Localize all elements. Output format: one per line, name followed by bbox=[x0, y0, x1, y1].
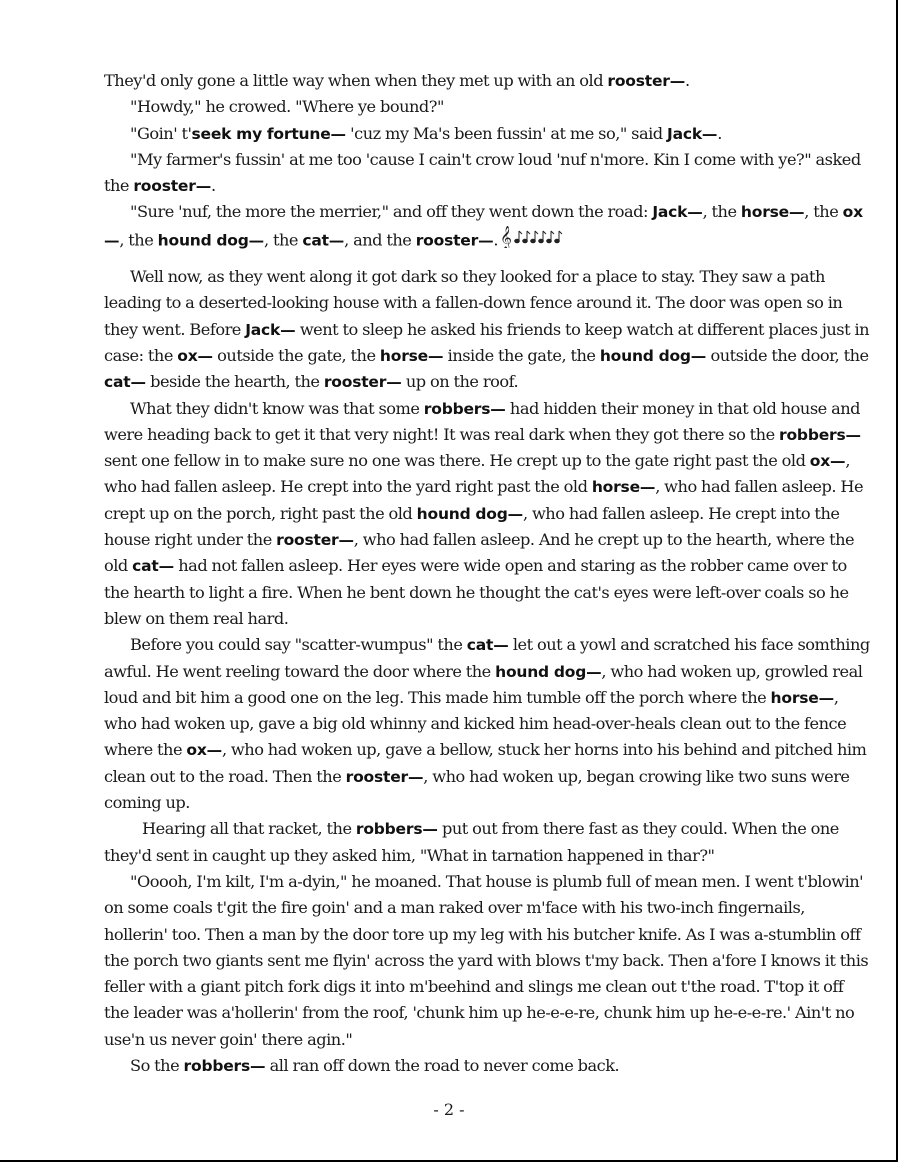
paragraph-8: Before you could say "scatter-wumpus" the cat— let out a yowl and scratched his face somthing awful. He went reeling toward the door where the hound dog—, who had woken up, growled real loud and bit him a good one on the leg. This made him tumble off the porch where the horse—, who had woken up, gave a big old whinny and kicked him head-over-heals clean out to the fence where the ox—, who had woken up, gave a bellow, stuck her horns into his behind and pitched him clean out to the road. Then the rooster—, who had woken up, began crowing like two suns were coming up. bbox=[104, 635, 870, 813]
character-name: rooster— bbox=[133, 177, 211, 196]
character-name: robbers— bbox=[779, 425, 861, 444]
character-name: rooster— bbox=[415, 231, 494, 250]
paragraph-9: Hearing all that racket, the robbers— put out from there fast as they could. When the one they'd sent in caught up they asked him, "What in tarnation happened in thar?" bbox=[104, 819, 839, 865]
character-name: Jack— bbox=[652, 203, 703, 222]
paragraph-5: "Sure 'nuf, the more the merrier," and off they went down the road: Jack—, the horse—, the ox—, the hound dog—, the cat—, and the rooster—. 𝄞 bbox=[104, 199, 872, 256]
page-number: - 2 - bbox=[433, 1100, 465, 1119]
paragraph-2: "Howdy," he crowed. "Where ye bound?" bbox=[130, 97, 444, 117]
character-name: rooster— bbox=[607, 72, 686, 90]
character-name: cat— bbox=[132, 557, 174, 576]
character-name: hound dog— bbox=[495, 662, 602, 681]
character-name: ox— bbox=[186, 741, 222, 760]
paragraph-4: "My farmer's fussin' at me too 'cause I cain't crow loud 'nuf n'more. Kin I come with ye?" asked the rooster—. bbox=[104, 149, 861, 196]
character-name: ox— bbox=[809, 452, 846, 471]
character-name: ox— bbox=[177, 346, 213, 365]
character-name: horse— bbox=[591, 478, 656, 497]
character-name: rooster— bbox=[276, 531, 354, 550]
story-text bbox=[104, 68, 872, 1079]
character-name: cat— bbox=[104, 373, 146, 392]
paragraph-6: Well now, as they went along it got dark so they looked for a place to stay. They saw a path leading to a deserted-looking house with a fallen-down fence around it. The door was open so in they went. Before Jack— went to sleep he asked his friends to keep watch at different places just in case: the ox— outside the gate, the horse— inside the gate, the hound dog— outside the door, the cat— beside the hearth, the rooster— up on the roof. bbox=[104, 267, 870, 392]
character-name: hound dog— bbox=[599, 346, 707, 365]
paragraph-1: They'd only gone a little way when when they met up with an old rooster—. bbox=[104, 71, 690, 90]
character-name: horse— bbox=[740, 203, 805, 222]
character-name: cat— bbox=[466, 636, 509, 655]
character-name: robbers— bbox=[423, 399, 506, 418]
music-notes-icon bbox=[500, 226, 572, 256]
character-name: ox— bbox=[104, 203, 863, 250]
svg-text:𝄞: 𝄞 bbox=[500, 225, 512, 248]
character-name: horse— bbox=[770, 688, 834, 707]
character-name: robbers— bbox=[183, 1056, 266, 1075]
character-name: robbers— bbox=[355, 820, 438, 839]
character-name: cat— bbox=[302, 231, 345, 250]
character-name: Jack— bbox=[245, 320, 296, 339]
character-name: rooster— bbox=[323, 373, 402, 392]
character-name: hound dog— bbox=[416, 504, 523, 523]
character-name: horse— bbox=[379, 346, 444, 365]
character-name: hound dog— bbox=[157, 231, 264, 250]
paragraph-7: What they didn't know was that some robbers— had hidden their money in that old house and were heading back to get it that very night! It was real dark when they got there so the robbers— sent one fellow in to make sure no one was there. He crept up to the gate right past the old ox—, who had fallen asleep. He crept into the yard right past the old horse—, who had fallen asleep. He crept up on the porch, right past the old hound dog—, who had fallen asleep. He crept into the house right under the rooster—, who had fallen asleep. And he crept up to the hearth, where the old cat— had not fallen asleep. Her eyes were wide open and staring as the robber came over to the hearth to light a fire. When he bent down he thought the cat's eyes were left-over coals so he blew on them real hard. bbox=[104, 398, 864, 628]
character-name: rooster— bbox=[345, 767, 424, 786]
paragraph-11: So the robbers— all ran off down the road to never come back. bbox=[130, 1055, 620, 1075]
paragraph-3: "Goin' t'seek my fortune— 'cuz my Ma's been fussin' at me so," said Jack—. bbox=[130, 123, 722, 143]
character-name: seek my fortune— bbox=[191, 124, 346, 143]
paragraph-10: "Ooooh, I'm kilt, I'm a-dyin," he moaned. That house is plumb full of mean men. I went t'blowin' on some coals t'git the fire goin' and a man raked over m'face with his two-inch fingernails, hollerin' too. Then a man by the door tore up my leg with his butcher knife. As I was a-stumblin off the porch two giants sent me flyin' across the yard with blows t'my back. Then a'fore I knows it this feller with a giant pitch fork digs it into m'beehind and slings me clean out t'the road. T'top it off the leader was a'hollerin' from the roof, 'chunk him up he-e-e-re, chunk him up he-e-e-re.' Ain't no use'n us never goin' there agin." bbox=[104, 871, 869, 1049]
character-name: Jack— bbox=[667, 124, 718, 143]
